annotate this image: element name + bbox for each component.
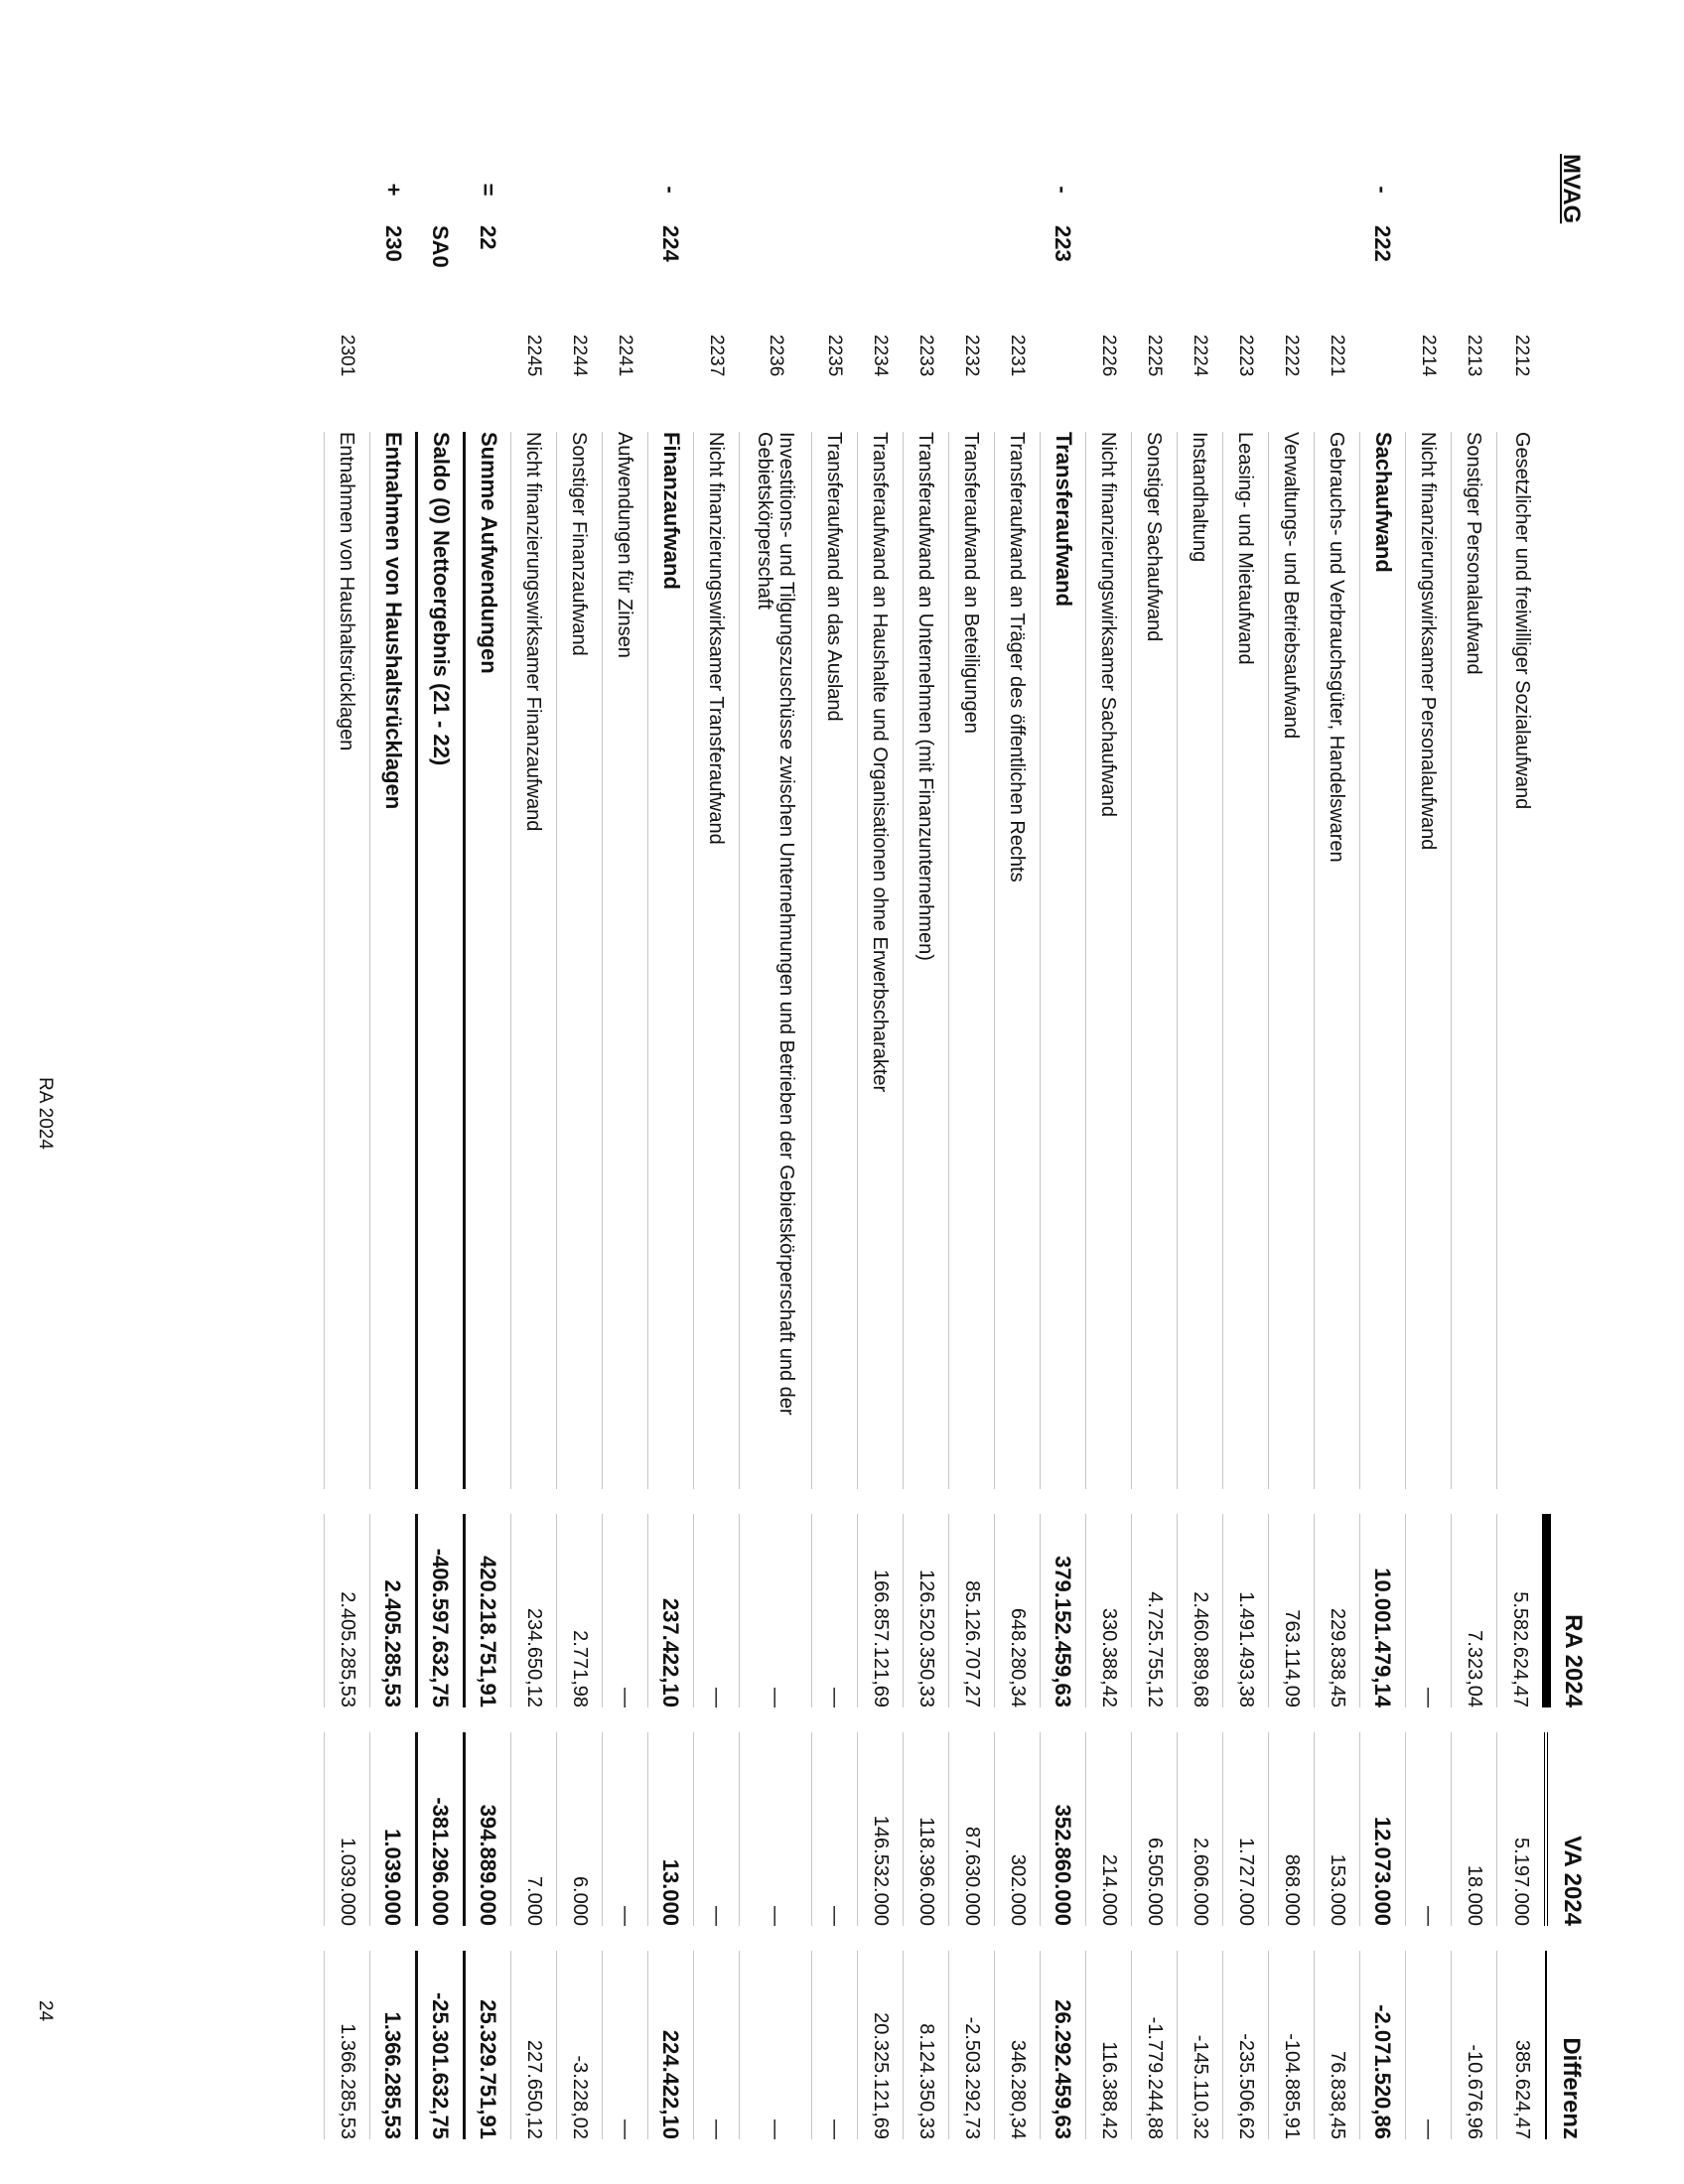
row-value-va: — [740, 1732, 812, 1926]
row-value-va: 352.860.000 [1041, 1732, 1086, 1926]
row-operator [1132, 154, 1178, 225]
row-value-ra: — [812, 1514, 858, 1707]
row-group-code: 224 [658, 225, 684, 262]
table-row [1086, 154, 1132, 2139]
row-group-code [1178, 225, 1223, 335]
row-value-diff: 224.422,10 [648, 1951, 694, 2139]
row-operator [812, 154, 858, 225]
row-value-ra: 229.838,45 [1315, 1514, 1360, 1707]
row-operator [694, 154, 740, 225]
row-group-code [858, 225, 904, 335]
row-value-va: — [1406, 1732, 1452, 1926]
row-label: Transferaufwand an das Ausland [812, 432, 858, 1489]
row-account-code [465, 335, 511, 432]
row-group-code [904, 225, 949, 335]
row-label: Nicht finanzierungswirksamer Personalaufwand [1406, 432, 1452, 1489]
row-label: Transferaufwand an Träger des öffentlichen Rechts [995, 432, 1041, 1489]
row-group-code [511, 225, 557, 335]
row-value-ra: 2.460.889,68 [1178, 1514, 1223, 1707]
header-mvag: MVAG [1557, 154, 1585, 224]
row-value-diff: -145.110,32 [1178, 1951, 1223, 2139]
row-value-diff: -2.071.520,86 [1360, 1951, 1406, 2139]
row-value-diff: -3.228,02 [557, 1951, 603, 2139]
row-label: Sachaufwand [1360, 432, 1406, 1489]
row-value-ra: 126.520.350,33 [904, 1514, 949, 1707]
footer-document-label: RA 2024 [35, 1077, 56, 1150]
row-account-code [648, 335, 694, 432]
row-operator [858, 154, 904, 225]
row-group-code [740, 225, 812, 335]
row-value-diff: 1.366.285,53 [370, 1951, 417, 2139]
row-operator [904, 154, 949, 225]
row-value-ra: 85.126.707,27 [949, 1514, 995, 1707]
table-row [949, 154, 995, 2139]
table-row [740, 154, 812, 2139]
table-row [1497, 154, 1547, 2139]
row-account-code: 2213 [1464, 335, 1485, 377]
row-account-code: 2225 [1144, 335, 1166, 377]
row-operator: = [476, 183, 500, 197]
row-label: Finanzaufwand [648, 432, 694, 1489]
row-value-diff: 1.366.285,53 [325, 1951, 370, 2139]
row-operator [1178, 154, 1223, 225]
row-operator: - [1370, 186, 1396, 194]
row-value-diff: -104.885,91 [1269, 1951, 1315, 2139]
table-row [694, 154, 740, 2139]
table-row [1406, 154, 1452, 2139]
row-value-ra: 330.388,42 [1086, 1514, 1132, 1707]
row-value-va: 6.000 [557, 1732, 603, 1926]
row-group-code [557, 225, 603, 335]
row-value-ra: 648.280,34 [995, 1514, 1041, 1707]
table-header [1547, 154, 1596, 2139]
row-operator [1315, 154, 1360, 225]
row-value-va: 118.396.000 [904, 1732, 949, 1926]
table-row [1132, 154, 1178, 2139]
row-group-code [1406, 225, 1452, 335]
header-va-2024: VA 2024 [1547, 1732, 1596, 1926]
row-label: Verwaltungs- und Betriebsaufwand [1269, 432, 1315, 1489]
row-group-code [1452, 225, 1497, 335]
row-value-va: 12.073.000 [1360, 1732, 1406, 1926]
row-value-ra: 237.422,10 [648, 1514, 694, 1707]
row-account-code: 2226 [1098, 335, 1120, 377]
row-operator [1269, 154, 1315, 225]
row-account-code: 2232 [961, 335, 983, 377]
row-value-va: 1.727.000 [1223, 1732, 1269, 1926]
table-row [557, 154, 603, 2139]
table-row [995, 154, 1041, 2139]
row-operator [740, 154, 812, 225]
table-row [603, 154, 648, 2139]
row-value-diff: -1.779.244,88 [1132, 1951, 1178, 2139]
row-account-code: 2245 [523, 335, 545, 377]
row-label: Gebrauchs- und Verbrauchsgüter, Handelswaren [1315, 432, 1360, 1489]
header-ra-2024: RA 2024 [1547, 1514, 1596, 1707]
table-row [1178, 154, 1223, 2139]
row-account-code: 2237 [706, 335, 728, 377]
row-operator [1497, 154, 1547, 225]
row-value-diff: 116.388,42 [1086, 1951, 1132, 2139]
row-value-va: — [694, 1732, 740, 1926]
row-group-code [995, 225, 1041, 335]
row-account-code [417, 335, 465, 432]
row-account-code: 2224 [1190, 335, 1211, 377]
row-group-code [325, 225, 370, 335]
row-label: Leasing- und Mietaufwand [1223, 432, 1269, 1489]
row-value-ra: 1.491.493,38 [1223, 1514, 1269, 1707]
row-label: Entnahmen von Haushaltsrücklagen [370, 432, 417, 1489]
row-value-diff: 227.650,12 [511, 1951, 557, 2139]
row-label: Sonstiger Sachaufwand [1132, 432, 1178, 1489]
row-account-code: 2244 [569, 335, 591, 377]
row-value-va: — [812, 1732, 858, 1926]
row-operator [1452, 154, 1497, 225]
row-account-code [370, 335, 417, 432]
row-account-code: 2212 [1511, 335, 1533, 377]
row-group-code [949, 225, 995, 335]
row-label: Nicht finanzierungswirksamer Finanzaufwand [511, 432, 557, 1489]
row-operator [417, 154, 465, 225]
row-value-ra: 2.771,98 [557, 1514, 603, 1707]
row-operator: - [1051, 186, 1076, 194]
row-value-diff: 8.124.350,33 [904, 1951, 949, 2139]
row-value-ra: -406.597.632,75 [417, 1514, 465, 1707]
row-account-code: 2222 [1281, 335, 1303, 377]
row-value-ra: 5.582.624,47 [1497, 1514, 1547, 1707]
row-value-va: 214.000 [1086, 1732, 1132, 1926]
row-value-va: 6.505.000 [1132, 1732, 1178, 1926]
row-account-code: 2231 [1007, 335, 1029, 377]
row-value-diff: 20.325.121,69 [858, 1951, 904, 2139]
row-account-code [1360, 335, 1406, 432]
row-label: Transferaufwand an Haushalte und Organisationen ohne Erwerbscharakter [858, 432, 904, 1489]
table-row [1041, 154, 1086, 2139]
row-account-code: 2223 [1235, 335, 1257, 377]
row-value-diff: 346.280,34 [995, 1951, 1041, 2139]
row-label: Saldo (0) Nettoergebnis (21 - 22) [417, 432, 465, 1489]
row-group-code [1086, 225, 1132, 335]
table-row [904, 154, 949, 2139]
row-operator [1223, 154, 1269, 225]
table-row [1269, 154, 1315, 2139]
row-value-va: 302.000 [995, 1732, 1041, 1926]
row-label: Aufwendungen für Zinsen [603, 432, 648, 1489]
row-value-diff: -10.676,96 [1452, 1951, 1497, 2139]
row-group-code [1132, 225, 1178, 335]
row-label: Sonstiger Finanzaufwand [557, 432, 603, 1489]
budget-table [324, 154, 1595, 2139]
row-value-ra: 379.152.459,63 [1041, 1514, 1086, 1707]
row-value-diff: -25.301.632,75 [417, 1951, 465, 2139]
row-group-code [1497, 225, 1547, 335]
row-operator: - [658, 186, 684, 194]
table-row [465, 154, 511, 2139]
row-value-diff: 76.838,45 [1315, 1951, 1360, 2139]
row-value-va: 394.889.000 [465, 1732, 511, 1926]
row-operator [949, 154, 995, 225]
row-label: Gesetzlicher und freiwilliger Sozialaufwand [1497, 432, 1547, 1489]
row-value-va: 18.000 [1452, 1732, 1497, 1926]
row-operator [1406, 154, 1452, 225]
table-row [1360, 154, 1406, 2139]
row-value-va: 146.532.000 [858, 1732, 904, 1926]
row-value-va: 1.039.000 [370, 1732, 417, 1926]
table-row [325, 154, 370, 2139]
row-value-diff: -2.503.292,73 [949, 1951, 995, 2139]
row-label: Entnahmen von Haushaltsrücklagen [325, 432, 370, 1489]
row-value-diff: — [694, 1951, 740, 2139]
row-group-code [812, 225, 858, 335]
row-operator [325, 154, 370, 225]
row-value-diff: -235.506,62 [1223, 1951, 1269, 2139]
row-value-diff: 385.624,47 [1497, 1951, 1547, 2139]
row-value-diff: 26.292.459,63 [1041, 1951, 1086, 2139]
row-value-ra: — [740, 1514, 812, 1707]
row-group-code: 223 [1051, 225, 1076, 262]
table-body [325, 154, 1547, 2139]
row-value-diff: — [603, 1951, 648, 2139]
row-account-code: 2236 [766, 335, 786, 377]
row-value-va: 1.039.000 [325, 1732, 370, 1926]
row-value-ra: 763.114,09 [1269, 1514, 1315, 1707]
row-operator: + [381, 183, 406, 197]
row-value-va: — [603, 1732, 648, 1926]
row-group-code: 230 [381, 225, 406, 262]
page-number: 24 [35, 2000, 56, 2022]
row-group-code [1223, 225, 1269, 335]
row-value-va: -381.296.000 [417, 1732, 465, 1926]
row-account-code [1041, 335, 1086, 432]
row-value-ra: 234.650,12 [511, 1514, 557, 1707]
row-group-code [603, 225, 648, 335]
row-operator [557, 154, 603, 225]
row-account-code: 2214 [1418, 335, 1440, 377]
row-value-ra: 10.001.479,14 [1360, 1514, 1406, 1707]
row-operator [603, 154, 648, 225]
row-operator [995, 154, 1041, 225]
row-value-ra: — [1406, 1514, 1452, 1707]
table-row [812, 154, 858, 2139]
row-value-diff: — [812, 1951, 858, 2139]
row-label: Summe Aufwendungen [465, 432, 511, 1489]
row-account-code: 2221 [1327, 335, 1348, 377]
table-row [1315, 154, 1360, 2139]
row-value-ra: 166.857.121,69 [858, 1514, 904, 1707]
row-value-va: 5.197.000 [1497, 1732, 1547, 1926]
row-value-ra: 420.218.751,91 [465, 1514, 511, 1707]
row-label: Nicht finanzierungswirksamer Sachaufwand [1086, 432, 1132, 1489]
row-label: Investitions- und Tilgungszuschüsse zwischen Unternehmungen und Betrieben der Gebietskörperschaft und der Gebietskörperschaft [740, 432, 812, 1489]
row-group-code: SA0 [428, 225, 454, 268]
row-label: Transferaufwand [1041, 432, 1086, 1489]
row-group-code [1315, 225, 1360, 335]
row-label: Nicht finanzierungswirksamer Transferaufwand [694, 432, 740, 1489]
row-value-ra: 2.405.285,53 [325, 1514, 370, 1707]
row-value-ra: — [694, 1514, 740, 1707]
row-label: Sonstiger Personalaufwand [1452, 432, 1497, 1489]
row-value-va: 153.000 [1315, 1732, 1360, 1926]
row-value-ra: 7.323,04 [1452, 1514, 1497, 1707]
row-value-diff: — [1406, 1951, 1452, 2139]
table-row [648, 154, 694, 2139]
row-account-code: 2241 [615, 335, 636, 377]
row-label: Transferaufwand an Unternehmen (mit Finanzunternehmen) [904, 432, 949, 1489]
row-value-va: 13.000 [648, 1732, 694, 1926]
row-value-ra: — [603, 1514, 648, 1707]
row-value-va: 7.000 [511, 1732, 557, 1926]
header-differenz: Differenz [1547, 1951, 1596, 2139]
table-row [1223, 154, 1269, 2139]
row-value-va: 87.630.000 [949, 1732, 995, 1926]
row-value-ra: 4.725.755,12 [1132, 1514, 1178, 1707]
row-account-code: 2301 [337, 335, 358, 377]
row-group-code: 222 [1370, 225, 1396, 262]
row-value-va: 2.606.000 [1178, 1732, 1223, 1926]
row-group-code [694, 225, 740, 335]
row-account-code: 2233 [915, 335, 937, 377]
table-row [511, 154, 557, 2139]
row-group-code: 22 [476, 225, 500, 250]
table-row [417, 154, 465, 2139]
table-row [858, 154, 904, 2139]
row-value-diff: — [740, 1951, 812, 2139]
row-account-code: 2235 [824, 335, 846, 377]
row-value-diff: 25.329.751,91 [465, 1951, 511, 2139]
row-operator [1086, 154, 1132, 225]
table-row [370, 154, 417, 2139]
table-row [1452, 154, 1497, 2139]
row-label: Instandhaltung [1178, 432, 1223, 1489]
row-operator [511, 154, 557, 225]
row-group-code [1269, 225, 1315, 335]
row-value-va: 868.000 [1269, 1732, 1315, 1926]
row-account-code: 2234 [870, 335, 892, 377]
row-value-ra: 2.405.285,53 [370, 1514, 417, 1707]
row-label: Transferaufwand an Beteiligungen [949, 432, 995, 1489]
